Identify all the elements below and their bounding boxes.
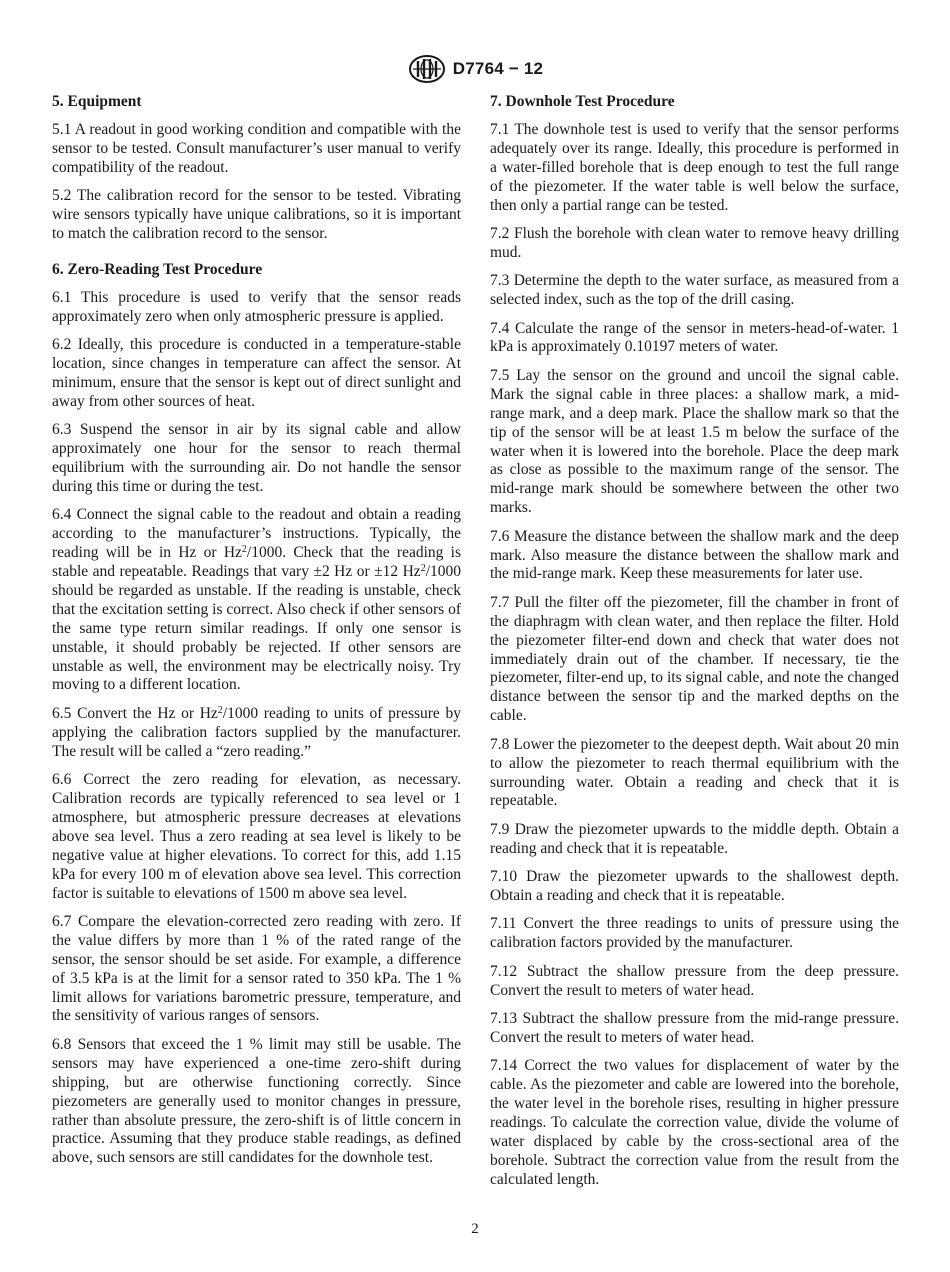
paragraph-6-5-part-b: /1000 reading to units of pressure by applying the calibration factors supplied by the manufacturer. The result will be called a “zero reading.”: [52, 704, 461, 760]
paragraph-6-2: 6.2 Ideally, this procedure is conducted in a temperature-stable location, since changes in temperature can affect the sensor. At minimum, ensure that the sensor is kept out of direct sunlight and away from other sources of heat.: [52, 336, 461, 410]
paragraph-7-10: 7.10 Draw the piezometer upwards to the shallowest depth. Obtain a reading and check that it is repeatable.: [490, 868, 899, 905]
paragraph-6-4: [52, 506, 461, 695]
paragraph-7-6: 7.6 Measure the distance between the shallow mark and the deep mark. Also measure the distance between the shallow mark and the mid-range mark. Keep these measurements for later use.: [490, 527, 899, 583]
superscript-2: 2: [241, 544, 247, 556]
paragraph-6-3: 6.3 Suspend the sensor in air by its signal cable and allow approximately one hour for the sensor to reach thermal equilibrium with the surrounding air. Do not handle the sensor during this time or during the test.: [52, 421, 461, 495]
paragraph-6-7: 6.7 Compare the elevation-corrected zero reading with zero. If the value differs by more than 1 % of the rated range of the sensor, the sensor should be set aside. For example, a difference of 3.5 kPa is at the limit for a sensor rated to 350 kPa. The 1 % limit allows for variations barometric pressure, temperature, and the sensitivity of various ranges of sensors.: [52, 912, 461, 1025]
paragraph-7-12: 7.12 Subtract the shallow pressure from the deep pressure. Convert the result to meters of water head.: [490, 962, 899, 999]
page-header: [0, 54, 950, 89]
paragraph-6-1: 6.1 This procedure is used to verify that the sensor reads approximately zero when only atmospheric pressure is applied.: [52, 288, 461, 325]
paragraph-6-8: 6.8 Sensors that exceed the 1 % limit may still be usable. The sensors may have experienced a one-time zero-shift during shipping, but are otherwise functioning correctly. Since piezometers are generally used to monitor changes in pressure, rather than absolute pressure, the zero-shift is of little concern in practice. Assuming that they produce stable readings, as defined above, such sensors are still candidates for the downhole test.: [52, 1035, 461, 1167]
paragraph-7-5: 7.5 Lay the sensor on the ground and uncoil the signal cable. Mark the signal cable in three places: a shallow mark, a mid-range mark, and a deep mark. Place the shallow mark so that the tip of the sensor will be at least 1.5 m below the surface of the water when it is lowered into the borehole. Place the deep mark as close as possible to the maximum range of the sensor. The mid-range mark should be somewhere between the other two marks.: [490, 366, 899, 517]
section-5-heading: 5. Equipment: [52, 93, 142, 110]
paragraph-7-14: 7.14 Correct the two values for displacement of water by the cable. As the piezometer and cable are lowered into the borehole, the water level in the borehole rises, resulting in higher pressure readings. To calculate the correction value, divide the volume of water displaced by cable by the cross-sectional area of the borehole. Subtract the correction value from the result from the calculated length.: [490, 1057, 899, 1188]
superscript-2: 2: [217, 704, 223, 716]
paragraph-6-6: 6.6 Correct the zero reading for elevation, as necessary. Calibration records are typically referenced to sea level or 1 atmosphere, but atmospheric pressure decreases at elevations above sea level. Thus a zero reading at sea level is likely to be negative value at higher elevations. To correct for this, add 1.15 kPa for every 100 m of elevation above sea level. This correction factor is suitable to elevations of 1500 m above sea level.: [52, 771, 461, 902]
right-column: [490, 93, 899, 1199]
superscript-2: 2: [420, 563, 426, 575]
paragraph-7-3: 7.3 Determine the depth to the water surface, as measured from a selected index, such as the top of the drill casing.: [490, 272, 899, 309]
document-id: D7764 − 12: [452, 59, 544, 78]
paragraph-5-2: 5.2 The calibration record for the sensor to be tested. Vibrating wire sensors typically have unique calibrations, so it is important to match the calibration record to the sensor.: [52, 187, 461, 242]
paragraph-7-11: 7.11 Convert the three readings to units of pressure using the calibration factors provided by the manufacturer.: [490, 915, 899, 952]
paragraph-7-2: 7.2 Flush the borehole with clean water to remove heavy drilling mud.: [490, 224, 899, 261]
paragraph-7-13: 7.13 Subtract the shallow pressure from the mid-range pressure. Convert the result to meters of water head.: [490, 1010, 899, 1046]
paragraph-7-9: 7.9 Draw the piezometer upwards to the middle depth. Obtain a reading and check that it is repeatable.: [490, 820, 899, 857]
section-7-heading: 7. Downhole Test Procedure: [490, 93, 675, 110]
paragraph-7-4: 7.4 Calculate the range of the sensor in meters-head-of-water. 1 kPa is approximately 0.10197 meters of water.: [490, 319, 899, 356]
paragraph-5-1: 5.1 A readout in good working condition and compatible with the sensor to be tested. Consult manufacturer’s user manual to verify compatibility of the readout.: [52, 120, 461, 176]
paragraph-6-4-part-c: /1000 should be regarded as unstable. If the reading is unstable, check that the excitation setting is correct. Also check if other sensors of the same type return similar readings. If only one sensor is unstable, it should probably be rejected. If other sensors are unstable as well, the environment may be electrically noisy. Try moving to a different location.: [52, 563, 461, 694]
paragraph-6-5-part-a: 6.5 Convert the Hz or Hz: [52, 704, 218, 722]
paragraph-6-4-part-b: /1000. Check that the reading is stable and repeatable. Readings that vary ±2 Hz or ±12 Hz: [52, 544, 461, 581]
paragraph-7-8: 7.8 Lower the piezometer to the deepest depth. Wait about 20 min to allow the piezometer to reach thermal equilibrium with the surrounding water. Obtain a reading and check that it is repeatable.: [490, 735, 899, 810]
paragraph-7-1: 7.1 The downhole test is used to verify that the sensor performs adequately over its range. Ideally, this procedure is performed in a water-filled borehole that is deep enough to test the full range of the piezometer. If the water table is well below the surface, then only a partial range can be tested.: [490, 120, 899, 214]
astm-logo-icon: [407, 54, 447, 84]
page-number: 2: [471, 1221, 479, 1237]
paragraph-7-7: 7.7 Pull the filter off the piezometer, fill the chamber in front of the diaphragm with clean water, and then replace the filter. Hold the piezometer filter-end down and check that water does not immediately drain out of the chamber. If necessary, tie the piezometer, filter-end up, to its signal cable, and note the changed distance between the sensor tip and the marked depths on the cable.: [490, 593, 899, 725]
section-6-heading: 6. Zero-Reading Test Procedure: [52, 260, 263, 278]
paragraph-6-4-part-a: 6.4 Connect the signal cable to the readout and obtain a reading according to the manufacturer’s instructions. Typically, the reading will be in Hz or Hz: [52, 506, 461, 562]
paragraph-6-5: [52, 705, 461, 762]
left-column: [52, 93, 461, 1178]
